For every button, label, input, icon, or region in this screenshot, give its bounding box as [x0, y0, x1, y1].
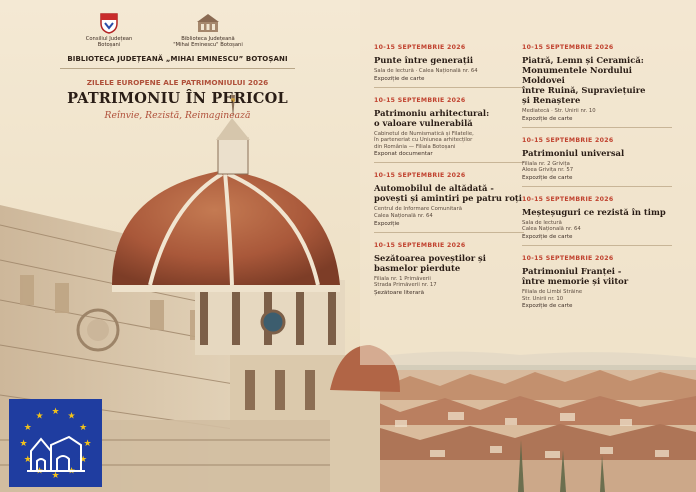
eu-star-icon: ★	[35, 466, 44, 477]
event-date: 10-15 SEPTEMBRIE 2026	[374, 96, 466, 104]
library-name: Biblioteca Județeană	[181, 36, 235, 42]
event-card	[522, 44, 672, 128]
institution-name: BIBLIOTECA JUDEȚEANĂ „MIHAI EMINESCU” BOTOȘANI	[67, 55, 288, 63]
event-title-line: Patrimoniul universal	[522, 147, 625, 158]
library-building-icon	[193, 12, 223, 34]
event-location	[374, 68, 524, 75]
event-location	[374, 206, 524, 219]
event-type: Expoziție de carte	[522, 303, 573, 310]
event-title-line: o valoare vulnerabilă	[374, 117, 473, 128]
eu-heritage-days-logo	[9, 399, 102, 487]
event-location	[374, 131, 524, 151]
event-title-line: între Ruină, Supraviețuire	[522, 85, 646, 95]
event-title	[374, 253, 524, 273]
events-left-column	[374, 44, 524, 310]
event-title	[374, 108, 524, 128]
county-council-name: Consiliul Județean	[85, 36, 133, 42]
event-title	[522, 207, 672, 217]
eu-stars-icon	[9, 399, 102, 487]
event-type: Exponat documentar	[374, 151, 433, 158]
event-location-line: Centrul de Informare Comunitară	[374, 206, 462, 213]
event-date: 10-15 SEPTEMBRIE 2026	[522, 254, 614, 262]
event-title-line: povești și amintiri pe patru roți	[374, 193, 522, 204]
county-council-town: Botoșani	[97, 42, 121, 48]
event-location-line: Cabinetul de Numismatică și Filatelie,	[374, 130, 474, 137]
eu-star-icon: ★	[35, 411, 44, 422]
event-type: Expoziție de carte	[374, 75, 425, 82]
poster-title: PATRIMONIU ÎN PERICOL	[67, 90, 288, 107]
eu-star-icon: ★	[51, 407, 60, 417]
eu-star-icon: ★	[67, 411, 76, 422]
event-location-line: în parteneriat cu Uniunea arhitecților	[374, 137, 473, 144]
event-location	[374, 276, 524, 289]
county-council-logo	[84, 12, 134, 48]
event-title	[522, 55, 672, 105]
event-type: Expoziție de carte	[522, 233, 573, 240]
event-date: 10-15 SEPTEMBRIE 2026	[522, 195, 614, 203]
event-card	[374, 97, 524, 164]
event-type: Expoziție de carte	[522, 174, 573, 181]
event-card	[374, 172, 524, 232]
event-title-line: basmelor pierdute	[374, 262, 461, 273]
eu-star-icon: ★	[23, 423, 32, 433]
event-location-line: Filiala de Limbi Străine	[522, 288, 583, 295]
event-date: 10-15 SEPTEMBRIE 2026	[374, 172, 466, 180]
event-card	[374, 242, 524, 301]
eu-star-icon: ★	[23, 455, 32, 465]
event-type: Șezătoare literară	[374, 289, 424, 296]
eu-star-icon: ★	[79, 423, 88, 433]
event-location-line: Filiala nr. 2 Grivița	[522, 160, 570, 167]
event-location	[522, 161, 672, 174]
event-series: ZILELE EUROPENE ALE PATRIMONIULUI 2026	[86, 78, 269, 87]
event-location-line: Sala de lectură · Calea Națională nr. 64	[374, 68, 478, 74]
eu-star-icon: ★	[19, 439, 28, 449]
event-location	[522, 220, 672, 233]
event-location-line: Str. Unirii nr. 10	[522, 295, 564, 302]
event-location-line: din România — Filiala Botoșani	[374, 143, 456, 150]
event-title	[522, 266, 672, 286]
event-location-line: Calea Națională nr. 64	[374, 212, 433, 219]
event-title-line: Sezătoarea poveștilor și	[374, 252, 486, 263]
event-location-line: Mediatecă · Str. Unirii nr. 10	[522, 108, 596, 114]
eu-star-icon: ★	[67, 466, 76, 477]
event-title-line: Monumentele Nordului Moldovei	[522, 65, 632, 85]
event-date: 10-15 SEPTEMBRIE 2026	[522, 44, 614, 51]
event-title	[374, 183, 524, 203]
event-card	[374, 44, 524, 88]
header-divider	[60, 68, 295, 69]
eu-star-icon: ★	[83, 439, 92, 449]
poster-tagline: Reînvie, Rezistă, Reimaginează	[104, 110, 251, 121]
eu-star-icon: ★	[79, 455, 88, 465]
event-card	[522, 255, 672, 314]
event-title-line: Meșteșuguri ce rezistă în timp	[522, 206, 666, 217]
event-date: 10-15 SEPTEMBRIE 2026	[374, 241, 466, 249]
event-title	[374, 55, 524, 65]
event-card	[522, 137, 672, 187]
event-type: Expoziție	[374, 220, 400, 227]
event-title-line: Patrimoniu arhitectural:	[374, 107, 490, 118]
event-location-line: Sala de lectură	[522, 219, 562, 226]
event-title-line: Punte între generații	[374, 55, 474, 65]
event-title-line: și Renaștere	[522, 95, 581, 105]
county-council-crest-icon	[98, 12, 120, 34]
event-card	[522, 196, 672, 246]
event-location-line: Strada Primăverii nr. 17	[374, 282, 437, 289]
event-title-line: Patrimoniul Franței -	[522, 265, 622, 276]
event-location-line: Calea Națională nr. 64	[522, 226, 581, 233]
event-date: 10-15 SEPTEMBRIE 2026	[374, 44, 466, 51]
event-date: 10-15 SEPTEMBRIE 2026	[522, 136, 614, 144]
eu-star-icon: ★	[51, 471, 60, 481]
event-type: Expoziție de carte	[522, 115, 573, 122]
library-logo	[168, 12, 248, 48]
event-title-line: Piatră, Lemn și Ceramică:	[522, 55, 644, 65]
event-location	[522, 289, 672, 302]
events-right-column	[522, 44, 672, 323]
library-town: "Mihai Eminescu" Botoșani	[173, 42, 243, 48]
event-title-line: Automobilul de altădată -	[374, 183, 494, 194]
event-location-line: Filiala nr. 1 Primăverii	[374, 275, 431, 282]
event-location	[522, 108, 672, 115]
event-location-line: Aleea Grivița nr. 57	[522, 167, 574, 174]
event-title-line: între memorie și viitor	[522, 275, 629, 286]
event-title	[522, 148, 672, 158]
